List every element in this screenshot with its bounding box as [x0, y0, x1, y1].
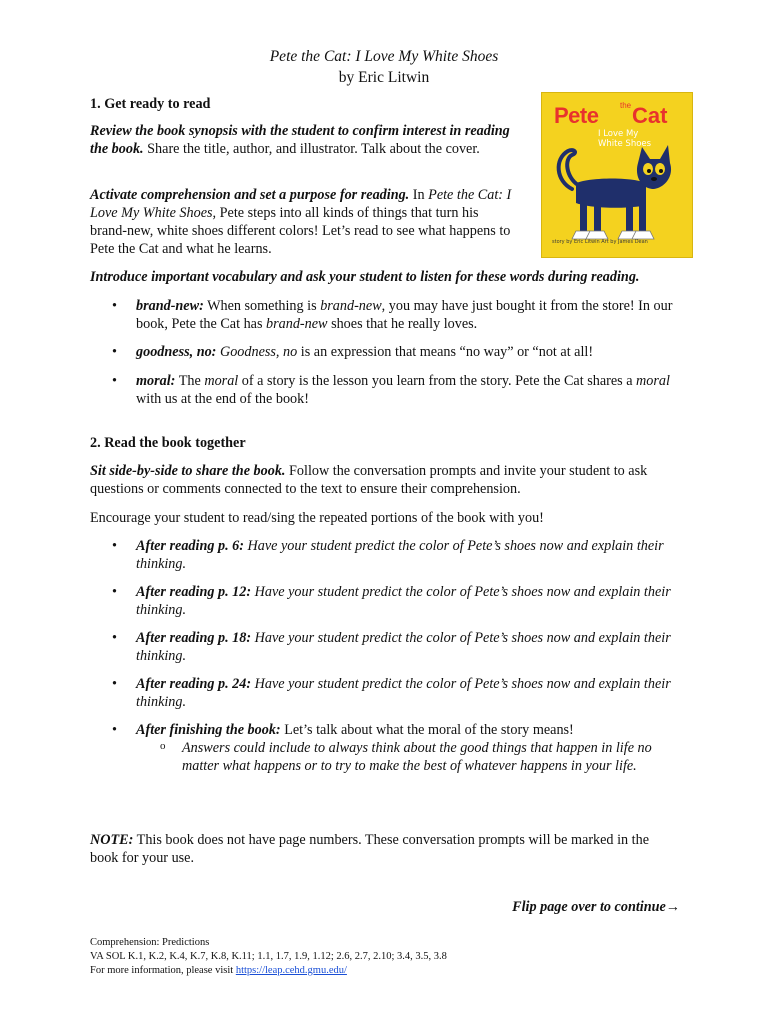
- note-paragraph: [90, 831, 680, 867]
- prompt-item-p18: [112, 629, 696, 665]
- paragraph-text: Pete steps into all kinds of things that turn his brand-new, white shoes different colors! Let’s read to see what happens to Pete the Cat and what he learns.: [90, 205, 511, 257]
- cover-subtitle-line1: I Love My: [598, 129, 639, 139]
- note-text: This book does not have page numbers. These conversation prompts will be marked in the book for your use.: [90, 832, 649, 866]
- prompt-text: Let’s talk about what the moral of the story means!: [280, 722, 574, 738]
- vocab-text: When something is: [203, 298, 321, 314]
- flip-page-instruction: Flip page over to continue→: [512, 899, 680, 915]
- pete-cat-illustration: [542, 93, 692, 257]
- vocab-term: brand-new:: [136, 298, 204, 314]
- footer-line-2: VA SOL K.1, K.2, K.4, K.7, K.8, K.11; 1.1, 1.7, 1.9, 1.12; 2.6, 2.7, 2.10; 3.4, 3.5, 3.8: [90, 951, 447, 962]
- vocab-text: of a story is the lesson you learn from the story. Pete the Cat shares a: [238, 373, 637, 389]
- cover-title-pete: Pete: [554, 103, 599, 128]
- paragraph-text: Share the title, author, and illustrator. Talk about the cover.: [143, 141, 480, 157]
- vocab-italic: moral: [204, 373, 239, 389]
- paragraph-lead: Review the book synopsis with the student to confirm interest in reading the book.: [90, 123, 510, 157]
- cover-title-the: the: [620, 101, 632, 110]
- prompt-item-p24: [112, 675, 696, 711]
- vocab-italic: Goodness, no: [216, 344, 298, 360]
- paragraph-lead: Activate comprehension and set a purpose for reading.: [90, 187, 410, 203]
- prompt-lead: After reading p. 12:: [136, 584, 252, 600]
- vocab-italic: moral: [636, 373, 670, 389]
- vocab-italic: brand-new: [266, 316, 328, 332]
- section-1-paragraph-1: [90, 122, 510, 158]
- section-1-paragraph-2: [90, 186, 516, 258]
- paragraph-lead: Sit side-by-side to share the book.: [90, 463, 286, 479]
- vocab-text: with us at the end of the book!: [136, 391, 309, 407]
- sub-item-text: Answers could include to always think about the good things that happen in life no matter what happens or to try to make the best of whatever happens in your life.: [182, 740, 652, 774]
- prompt-item-p6: [112, 537, 696, 573]
- vocab-item-moral: [112, 372, 696, 408]
- bullet-icon: •: [112, 676, 117, 692]
- section-2-heading: 2. Read the book together: [90, 435, 246, 451]
- bullet-icon: •: [112, 344, 117, 360]
- prompt-text: Have your student predict the color of Pete’s shoes now and explain their thinking.: [136, 584, 671, 618]
- cover-title-cat: Cat: [632, 103, 668, 128]
- circle-bullet-icon: o: [160, 740, 166, 752]
- section-2-paragraph-1: [90, 462, 670, 498]
- prompt-lead: After reading p. 6:: [136, 538, 244, 554]
- final-sub-item: [160, 739, 662, 775]
- prompt-text: Have your student predict the color of Pete’s shoes now and explain their thinking.: [136, 676, 671, 710]
- vocab-text: , you may have just bought it from the store! In our book, Pete the Cat has: [136, 298, 673, 332]
- cover-credits: story by Eric Litwin Art by James Dean: [552, 239, 648, 245]
- book-cover-image: [541, 92, 693, 258]
- author-byline: by Eric Litwin: [338, 69, 430, 86]
- vocab-item-brand-new: [112, 297, 696, 333]
- prompt-item-final: [112, 721, 696, 739]
- vocab-text: The: [175, 373, 205, 389]
- book-title-inline: Pete the Cat: I Love My White Shoes,: [90, 187, 512, 221]
- footer-line-1: Comprehension: Predictions: [90, 937, 210, 948]
- prompt-item-p12: [112, 583, 696, 619]
- vocab-term: goodness, no:: [136, 344, 217, 360]
- section-1-heading: 1. Get ready to read: [90, 96, 211, 112]
- bullet-icon: •: [112, 298, 117, 314]
- vocab-italic: brand-new: [320, 298, 382, 314]
- paragraph-text: Follow the conversation prompts and invite your student to ask questions or comments connected to the text to ensure their comprehension.: [90, 463, 648, 497]
- prompt-lead: After reading p. 24:: [136, 676, 252, 692]
- cover-subtitle-line2: White Shoes: [598, 139, 652, 149]
- vocab-term: moral:: [136, 373, 176, 389]
- footer-link[interactable]: https://leap.cehd.gmu.edu/: [235, 965, 347, 976]
- vocab-intro: Introduce important vocabulary and ask your student to listen for these words during reading.: [90, 269, 640, 285]
- section-2-paragraph-2: Encourage your student to read/sing the repeated portions of the book with you!: [90, 510, 544, 526]
- note-label: NOTE:: [90, 832, 134, 848]
- prompt-lead: After finishing the book:: [136, 722, 281, 738]
- vocab-item-goodness-no: [112, 343, 696, 361]
- bullet-icon: •: [112, 373, 117, 389]
- page-title: Pete the Cat: I Love My White Shoes: [269, 48, 499, 65]
- footer-line-3: [90, 965, 347, 977]
- vocab-text: is an expression that means “no way” or “not at all!: [297, 344, 594, 360]
- paragraph-text: In: [409, 187, 429, 203]
- prompt-text: Have your student predict the color of Pete’s shoes now and explain their thinking.: [136, 538, 664, 572]
- bullet-icon: •: [112, 584, 117, 600]
- prompt-lead: After reading p. 18:: [136, 630, 252, 646]
- vocab-text: shoes that he really loves.: [327, 316, 478, 332]
- bullet-icon: •: [112, 722, 117, 738]
- bullet-icon: •: [112, 630, 117, 646]
- bullet-icon: •: [112, 538, 117, 554]
- footer-text: For more information, please visit: [90, 965, 236, 976]
- prompt-text: Have your student predict the color of Pete’s shoes now and explain their thinking.: [136, 630, 671, 664]
